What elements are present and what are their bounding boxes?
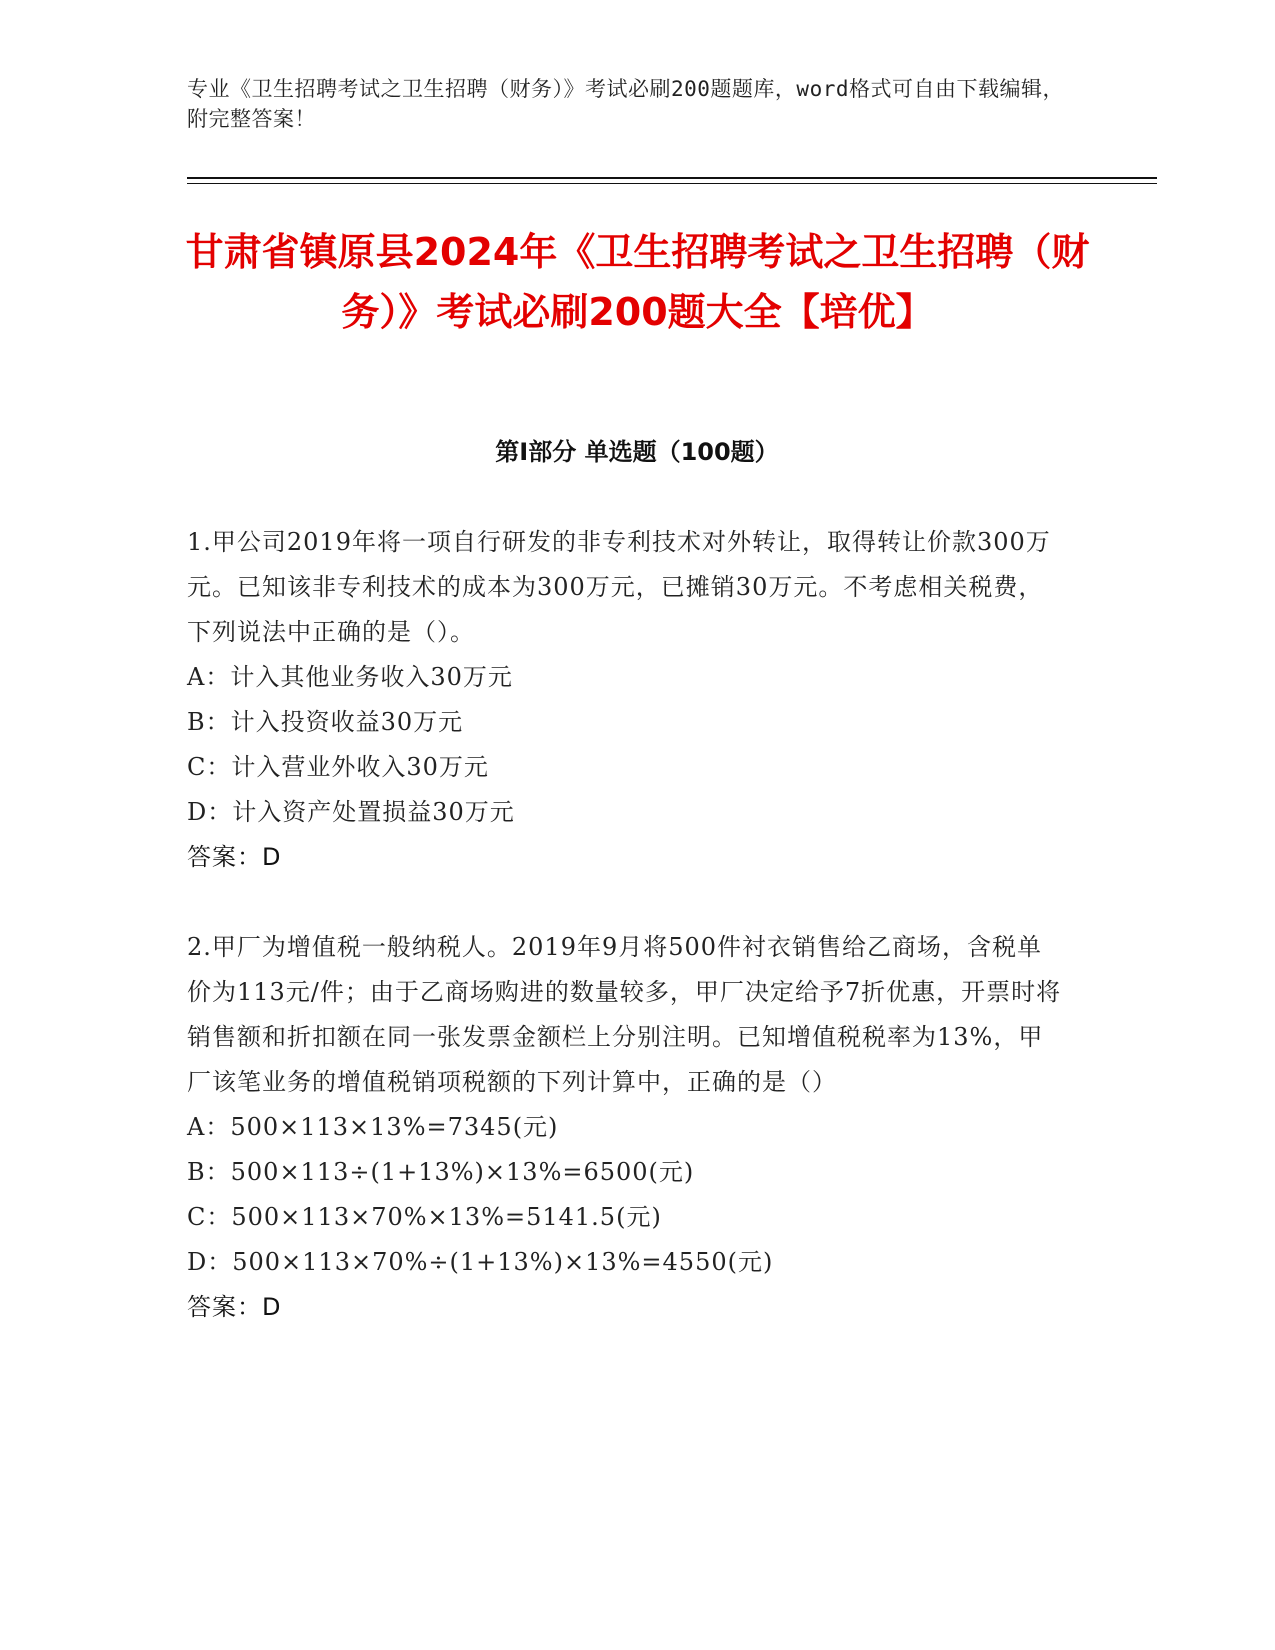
option-d: D：计入资产处置损益30万元 xyxy=(187,798,515,826)
option-a: A：500×113×13%=7345(元) xyxy=(187,1113,559,1141)
question-stem: 1.甲公司2019年将一项自行研发的非专利技术对外转让，取得转让价款300万元。已知该非专利技术的成本为300万元，已摊销30万元。不考虑相关税费，下列说法中正确的是（）。 xyxy=(187,528,1051,646)
option-c: C：500×113×70%×13%=5141.5(元) xyxy=(187,1203,662,1231)
option-b: B：计入投资收益30万元 xyxy=(187,708,464,736)
section-title: 第Ⅰ部分 单选题（100题） xyxy=(495,438,779,466)
option-c: C：计入营业外收入30万元 xyxy=(187,753,489,781)
answer: 答案：D xyxy=(187,1293,282,1321)
document-title: 甘肃省镇原县2024年《卫生招聘考试之卫生招聘（财务）》考试必刷200题大全【培优】 xyxy=(185,230,1090,334)
option-b: B：500×113÷(1+13%)×13%=6500(元) xyxy=(187,1158,695,1186)
header-rule-thick xyxy=(187,177,1157,179)
option-a: A：计入其他业务收入30万元 xyxy=(187,663,513,691)
question-1 xyxy=(187,520,1067,880)
header-note: 专业《卫生招聘考试之卫生招聘（财务）》考试必刷200题题库，word格式可自由下载编辑，附完整答案！ xyxy=(187,77,1064,131)
header-rule-thin xyxy=(187,183,1157,184)
question-2 xyxy=(187,925,1067,1330)
option-d: D：500×113×70%÷(1+13%)×13%=4550(元) xyxy=(187,1248,774,1276)
question-stem: 2.甲厂为增值税一般纳税人。2019年9月将500件衬衣销售给乙商场，含税单价为113元/件；由于乙商场购进的数量较多，甲厂决定给予7折优惠，开票时将销售额和折扣额在同一张发票金额栏上分别注明。已知增值税税率为13%，甲厂该笔业务的增值税销项税额的下列计算中，正确的是（） xyxy=(187,933,1062,1096)
answer: 答案：D xyxy=(187,843,282,871)
